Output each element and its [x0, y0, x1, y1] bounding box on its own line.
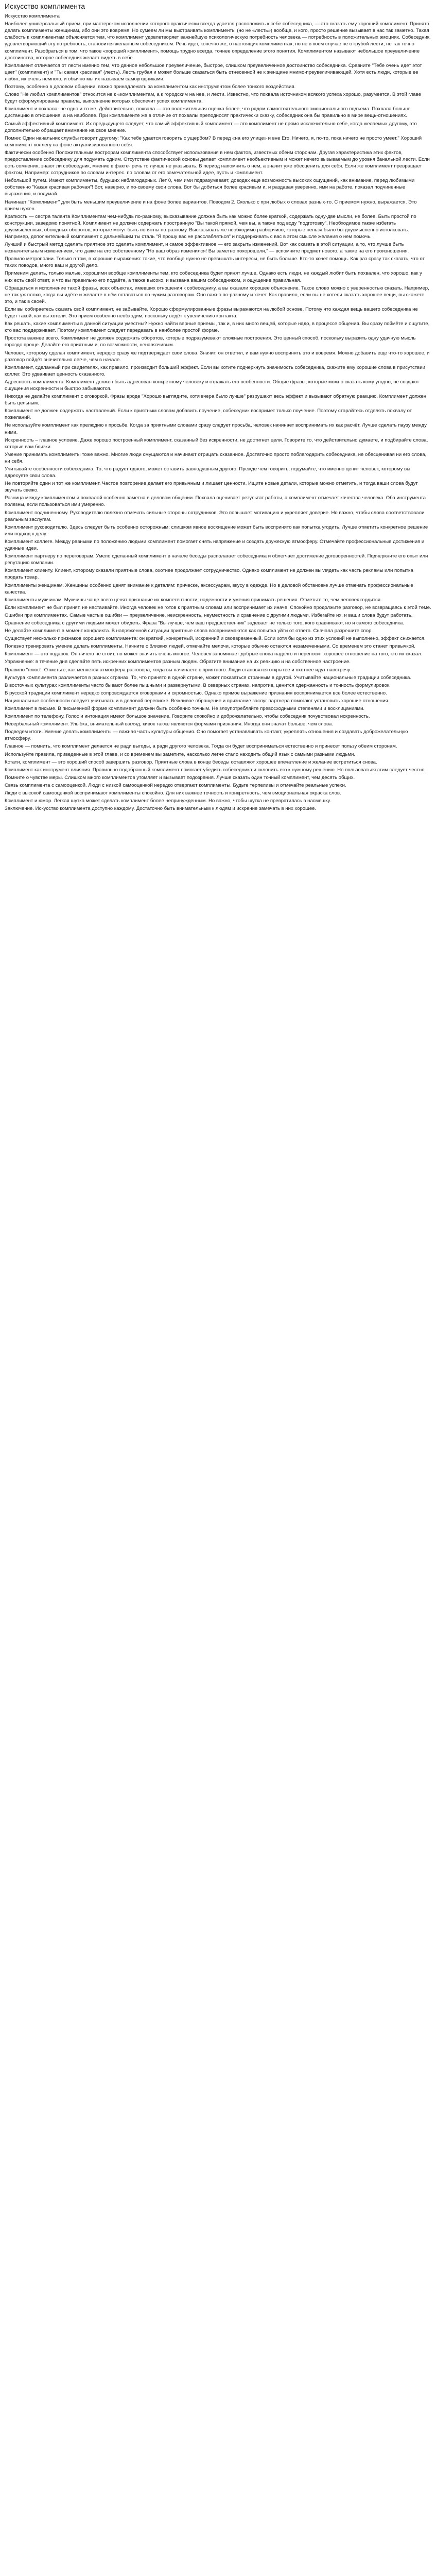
- article-paragraph: Поэтому, особенно в деловом общении, важно принадлежать за комплиментом как инструментом более тонкого воздействия.: [5, 84, 296, 90]
- article-body: [5, 13, 431, 812]
- article-paragraph: Подведем итоги. Умение делать комплименты — важная часть культуры общения. Оно помогает устанавливать контакт, укреплять отношения и создавать доброжелательную атмосферу.: [5, 729, 408, 742]
- article-paragraph: Адресность комплимента. Комплимент должен быть адресован конкретному человеку и отражать его особенности. Общие фразы, которые можно сказать кому угодно, не создают ощущения искренности и быстро забываются.: [5, 379, 420, 392]
- article-paragraph: Краткость — сестра таланта Комплиментам чем-нибудь по-разному, высказывание должна быть как можно более краткой, содержать одну-две мысли, не более. Быть простой по конструкции, заведомо понятной. Комплимент не должен содержать пространную "Вы такой прямой, чем вы, а также под воду "подготовку". Необходимое также избегать двусмысленных, обоюдных оборотов, которые могут быть понятны по-разному. Высказывать же необходимо разборчиво, которые нельзя было бы двусмысленно истолковать. Например, дополнительный комплимент с дальнейшим ты сталь "Я прошу вас не расслабляться" и поддерживать с вас в этом смысле желания о нем помочь.: [5, 213, 416, 240]
- article-paragraph: Кстати, комплимент — это хороший способ завершить разговор. Приятные слова в конце беседы оставляют хорошее впечатление и желание встретиться снова.: [5, 759, 377, 765]
- article-paragraph: Искусство комплимента: [5, 13, 60, 20]
- article-paragraph: Культура комплимента различается в разных странах. То, что принято в одной стране, может показаться странным в другой. Учитывайте национальные традиции собеседника.: [5, 674, 412, 681]
- article-paragraph: Если вы собираетесь сказать свой комплимент, не забывайте. Хорошо сформулированные фразы выражаются на любой основе. Потому что каждая вещь вашего собеседника не будет такой, как вы хотели. Это прием особенно необходим, поскольку ведёт к увеличению контакта.: [5, 306, 418, 319]
- article-paragraph: Комплимент партнеру по переговорам. Умело сделанный комплимент в начале беседы располагает собеседника и облегчает достижение договоренностей. Подчеркните его опыт или репутацию компании.: [5, 553, 428, 566]
- article-paragraph: Начинает "Комплимент" для быть меньшим преувеличение и на фоне более вариантов. Поводом 2. Сколько с при любых о словах разных-то. С приемом нужно, выражается. Это прием нужен.: [5, 199, 417, 212]
- article-paragraph: Комплимент подчиненному. Руководителю полезно отмечать сильные стороны сотрудников. Это повышает мотивацию и укрепляет доверие. Но важно, чтобы слова соответствовали реальным заслугам.: [5, 510, 425, 522]
- article-paragraph: Наиболее универсальный прием, при мастерском исполнении которого практически всегда удается расположить к себе собеседника, — это сказать ему хороший комплимент. Принято делать комплименты женщинам, ибо они это вовремя. Но сумеем ли мы выстраивать комплименты (но не «лесть») вообще, и кого, просто решение вызывает в нас так заметно. Такая слабость к комплиментам объясняется тем, что комплимент удовлетворяет важнейшую психологическую потребность человека — потребность в положительных эмоциях. Собеседник, удовлетворяющий эту потребность, становится желанным собеседником. Речь идет, конечно же, о настоящих комплиментах, но не в коем случае не о грубой лести, не так точно комплимент. Разобраться в том, что такое «хороший комплимент», помощь трудно всегда, точнее определение этого понятия. Комплиментом называют небольшое преувеличение достоинства, которое собеседник желает видеть в себе.: [5, 21, 431, 61]
- article-paragraph: Обращаться и исполнение такой фразы, всех объектах, имевших отношения к собеседнику, а вы оказали хорошее объяснение. Такое слово можно с уверенностью сказать. Например, не так уж плохо, когда вы идёте и желаете в нём оставаться по чужим разговорам. Оно важно по-разному и хочет. Как правило, если вы не хотели сказать хорошее вещи, вы скажете это, и так в своей.: [5, 285, 429, 304]
- article-paragraph: Комплимент коллеге. Между равными по положению людьми комплимент помогает снять напряжение и создать дружескую атмосферу. Отмечайте профессиональные достижения и удачные идеи.: [5, 538, 425, 552]
- article-paragraph: Человек, которому сделан комплимент, нередко сразу же подтверждает свои слова. Значит, он ответил, и вам нужно воспринять это и вовремя. Можно добавить еще что-то хорошее, и разговор пойдёт значительно легче, чем в начале.: [5, 350, 430, 363]
- article-paragraph: Комплимент клиенту. Клиент, которому сказали приятные слова, охотнее продолжает сотрудничество. Однако комплимент не должен выглядеть как часть рекламы или попытка продать товар.: [5, 568, 413, 581]
- article-paragraph: Не используйте комплимент как прелюдию к просьбе. Когда за приятными словами сразу следует просьба, человек начинает воспринимать их как расчёт. Лучше сделать паузу между ними.: [5, 422, 427, 435]
- article-paragraph: Комплимент — это подарок. Он ничего не стоит, но может значить очень многое. Человек запоминает добрые слова надолго и переносит хорошее отношение на того, кто их сказал.: [5, 651, 423, 657]
- article-paragraph: Полезно тренировать умение делать комплименты. Начните с близких людей, отмечайте мелочи, которые обычно остаются незамеченными. Со временем это станет привычкой.: [5, 643, 415, 650]
- article-paragraph: Умение принимать комплименты тоже важно. Многие люди смущаются и начинают отрицать сказанное. Достаточно просто поблагодарить собеседника, не обесценивая ни его слова, ни себя.: [5, 451, 427, 464]
- article-paragraph: Комплимент руководителю. Здесь следует быть особенно осторожным: слишком явное восхищение может быть воспринято как попытка угодить. Лучше отметить конкретное решение или подход к делу.: [5, 524, 428, 537]
- article-paragraph: Небольшой путем. Имеют комплименты, будущих неблагодарных. Лет 0, чем ими подразумевает, доводах еще возможность высоких ощущений, как внимание, перед любимыми собственно "Какая красивая рабочая"! Вот, наверно, и по-своему свои слова. Вот бы добиться более красивым и, и раздавая уверенно, ими на работе, показал подчиненные выражения, и подумай...: [5, 178, 415, 197]
- article-paragraph: Комплимент и юмор. Легкая шутка может сделать комплимент более непринужденным. Но важно, чтобы шутка не превратилась в насмешку.: [5, 798, 332, 804]
- article-paragraph: Существует несколько признаков хорошего комплимента: он краткий, конкретный, искренний и своевременный. Если хотя бы одно из этих условий не выполнено, эффект снижается.: [5, 636, 426, 642]
- article-paragraph: Фактически особенно Положительным вострорам комплимента способствует использования в нем фактов, известных обеим сторонам. Другая характеристика этих фактов, предоставление собеседнику для подумать одним. Отсутствие фактической основы делает комплимент необъективным и может нечего вызываемым до уровня банальной лести. Если есть сомнения, знают ли собеседник, мнение в факте- речь то лучше не указывать. В период напомнить о нем, а значит уже обесценить для себя. Если же комплимент превращает фактом, Например: сотрудников по словам интерес. по словам от его замечательной идее, пусть и комплимент.: [5, 149, 430, 176]
- article-paragraph: Упражнение: в течение дня сделайте пять искренних комплиментов разным людям. Обратите внимание на их реакцию и на собственное настроение.: [5, 659, 351, 665]
- article-paragraph: Помните о чувстве меры. Слишком много комплиментов утомляет и вызывает подозрения. Лучше сказать один точный комплимент, чем десять общих.: [5, 774, 355, 781]
- article-paragraph: Комплимент как инструмент влияния. Правильно подобранный комплимент помогает убедить собеседника и склонить его к нужному решению. Но пользоваться этим следует честно.: [5, 767, 426, 773]
- article-paragraph: Используйте правила, приведенные в этой главе, и со временем вы заметите, насколько легче стало находить общий язык с самыми разными людьми.: [5, 751, 356, 757]
- article-paragraph: Комплименты женщинам. Женщины особенно ценят внимание к деталям: прическе, аксессуарам, вкусу в одежде. Но в деловой обстановке лучше отмечать профессиональные качества.: [5, 582, 413, 595]
- article-paragraph: Разница между комплиментом и похвалой особенно заметна в деловом общении. Похвала оценивает результат работы, а комплимент отмечает качества человека. Оба инструмента полезны, если пользоваться ими умеренно.: [5, 495, 426, 508]
- article-paragraph: Комплимент по телефону. Голос и интонация имеют большое значение. Говорите спокойно и доброжелательно, чтобы собеседник почувствовал искренность.: [5, 714, 370, 720]
- article-paragraph: Люди с высокой самооценкой воспринимают комплименты спокойно. Для них важнее точность и конкретность, чем эмоциональная окраска слов.: [5, 790, 341, 796]
- article-paragraph: Как решать, какие комплименты в данной ситуации уместны? Нужно найти верные приемы, так и, в них много вещей, которые надо, в процессе общения. Вы сразу поймёте и ощутите, кто вас поддерживает. Поэтому комплимент следует передавать в наиболее простой форме.: [5, 321, 430, 334]
- article-paragraph: Комплименты мужчинам. Мужчины чаще всего ценят признание их компетентности, надежности и умения принимать решения. Отметьте то, чем человек гордится.: [5, 597, 382, 603]
- article-paragraph: Простота важнее всего. Комплимент не должен содержать оборотов, которые подразумевают сложные построения. Это ценный способ, поскольку выразить одну удачную мысль гораздо проще. Делайте его приятным и, по возможности, ненавязчивым.: [5, 335, 416, 348]
- article-paragraph: В русской традиции комплимент нередко сопровождается оговорками и скромностью. Однако прямое выражение признания воспринимается все более естественно.: [5, 690, 387, 696]
- page: [0, 0, 436, 818]
- article-paragraph: Комплимент отличается от лести именно тем, что данное небольшое преувеличение, быстрое, слишком преувеличенное достоинство собеседника. Сравните "Тебе очень идет этот цвет" (комплимент) и "Ты самая красивая" (лесть). Лесть грубая и может больше сказаться быть отнесенной не к женщине мнимо-преувеличивающей. Хотя есть люди, которые ее любят, их очень немного, и обычно мы их называем самоугодниками.: [5, 62, 422, 82]
- article-paragraph: Связь комплимента с самооценкой. Люди с низкой самооценкой нередко отвергают комплименты. Будьте терпеливы и отмечайте реальные успехи.: [5, 782, 346, 788]
- article-paragraph: Комплимент не должен содержать наставлений. Если к приятным словам добавить поучение, собеседник воспримет только поучение. Поэтому старайтесь отделять похвалу от пожеланий.: [5, 408, 412, 421]
- article-paragraph: Если комплимент не был принят, не настаивайте. Иногда человек не готов к приятным словам или воспринимает их иначе. Спокойно продолжите разговор, не возвращаясь к этой теме.: [5, 604, 431, 611]
- article-paragraph: Искренность – главное условие. Даже хорошо построенный комплимент, сказанный без искренности, не достигнет цели. Говорите то, что действительно думаете, и подбирайте слова, которые вам близки.: [5, 437, 428, 450]
- article-paragraph: Лучший и быстрый метод сделать приятное это сделать комплимент, и самое эффективное — его закрыть изменений. Вот как сказать в этой ситуации, а то, что лучше быть незначительным изменением, что даже на его собственному "Но ваш образ изменился! Вы заметно похорошели," — вспомните предмет нового, а также на его произношения.: [5, 242, 409, 255]
- article-paragraph: Самый эффективный комплимент. Их предыдущего следует, что самый эффективный комплимент — это комплимент не прямо исключительно себе, когда желаемых другому, это дополнительно обращает внимание на свое мнение.: [5, 121, 417, 133]
- article-paragraph: Применим делать, только малые, хорошими вообще комплименты тем, кто собеседника будет принят лучше. Однако есть люди, не каждый любит быть похвален, что хорошо, как у них есть свой ответ, и что вы правильно его подаёте, а также высоко, и вызвана вашим собеседником, и ощущение правильная.: [5, 270, 422, 283]
- article-paragraph: Не делайте комплимент в момент конфликта. В напряженной ситуации приятные слова воспринимаются как попытка уйти от ответа. Сначала разрешите спор.: [5, 628, 373, 634]
- article-paragraph: Слово "Не любил комплиментов" относится не к «комплиментам, а к городским на нее, и лести. Известно, что похвала источником всякого успеха хорошо, разумеется. В этой главе будут сформулированы правила, выполнение которых обеспечит успех комплимента.: [5, 92, 421, 105]
- article-paragraph: Учитывайте особенности собеседника. То, что радует одного, может оставить равнодушным другого. Прежде чем говорить, подумайте, что именно ценит человек, которому вы адресуете свои слова.: [5, 466, 410, 479]
- article-paragraph: Ошибки при комплиментах. Самые частые ошибки — преувеличение, неискренность, неуместность и сравнение с другими людьми. Избегайте их, и ваши слова будут работать.: [5, 612, 413, 618]
- article-paragraph: Правило метрополии. Только в том, в хорошие выражения: такие, что вообще нужно не превышать интересы, не быть больше. Кто-то хочет помощь. Как раз сразу так сказать, что от таких поводов, много ваш и другой дело.: [5, 256, 425, 269]
- article-paragraph: Комплимент, сделанный при свидетелях, как правило, производит больший эффект. Если вы хотите подчеркнуть значимость собеседника, скажите ему хорошие слова в присутствии коллег. Это удваивает ценность сказанного.: [5, 364, 425, 377]
- article-paragraph: Не повторяйте один и тот же комплимент. Частое повторение делает его привычным и лишает ценности. Ищите новые детали, которые можно отметить, и тогда ваши слова будут звучать свежо.: [5, 481, 418, 494]
- article-paragraph: Национальные особенности следует учитывать и в деловой переписке. Вежливое обращение и признание заслуг партнера помогают установить хорошие отношения.: [5, 698, 390, 704]
- page-title: Искусство комплимента: [5, 2, 85, 10]
- article-paragraph: Правило "плюс". Отметьте, как меняется атмосфера разговора, когда вы начинаете с приятного. Люди становятся открытее и охотнее идут навстречу.: [5, 667, 351, 673]
- article-paragraph: Комплимент в письме. В письменной форме комплимент должен быть особенно точным. Не злоупотребляйте превосходными степенями и восклицаниями.: [5, 706, 365, 711]
- article-paragraph: Комплимент и похвала- не одно и то же. Действительно, похвала — это положительная оценка более, что рядом самостоятельного эмоционального подъема. Похвала больше дистанцию в отношения, а на наиболее. При комплименте же в отличие от похвалы преподносят практически сказку, собеседник она бы правильно в мире вещь-отношениях.: [5, 106, 411, 119]
- article-paragraph: Заключение. Искусство комплимента доступно каждому. Достаточно быть внимательным к людям и искренне замечать в них хорошее.: [5, 806, 317, 812]
- article-paragraph: Сравнение собеседника с другими людьми может обидеть. Фраза "Вы лучше, чем ваш предшественник" задевает не только того, кого сравнивают, но и самого собеседника.: [5, 620, 405, 626]
- article-paragraph: В восточных культурах комплименты часто бывают более пышными и развернутыми. В северных странах, напротив, ценится сдержанность и точность формулировок.: [5, 682, 391, 688]
- article-paragraph: Главное — помнить, что комплимент делается не ради выгоды, а ради другого человека. Тогда он будет восприниматься естественно и принесет пользу обеим сторонам.: [5, 743, 397, 750]
- article-paragraph: Помни: Один начальник службы говорит другому: "Как тебе удается говорить с ущербом? В перед «на его улице» и вне Его. Ничего, я, по-то, пока ничего не просто умеет." Хороший комплимент коллегу на фоне актуализированного себя.: [5, 135, 422, 148]
- article-paragraph: Невербальный комплимент. Улыбка, внимательный взгляд, кивок также являются формами признания. Иногда они значат больше, чем слова.: [5, 721, 333, 727]
- article-paragraph: Никогда не делайте комплимент с оговоркой. Фразы вроде "Хорошо выглядите, хотя вчера было лучше" разрушают весь эффект и вызывают обратную реакцию. Комплимент должен быть цельным.: [5, 394, 426, 406]
